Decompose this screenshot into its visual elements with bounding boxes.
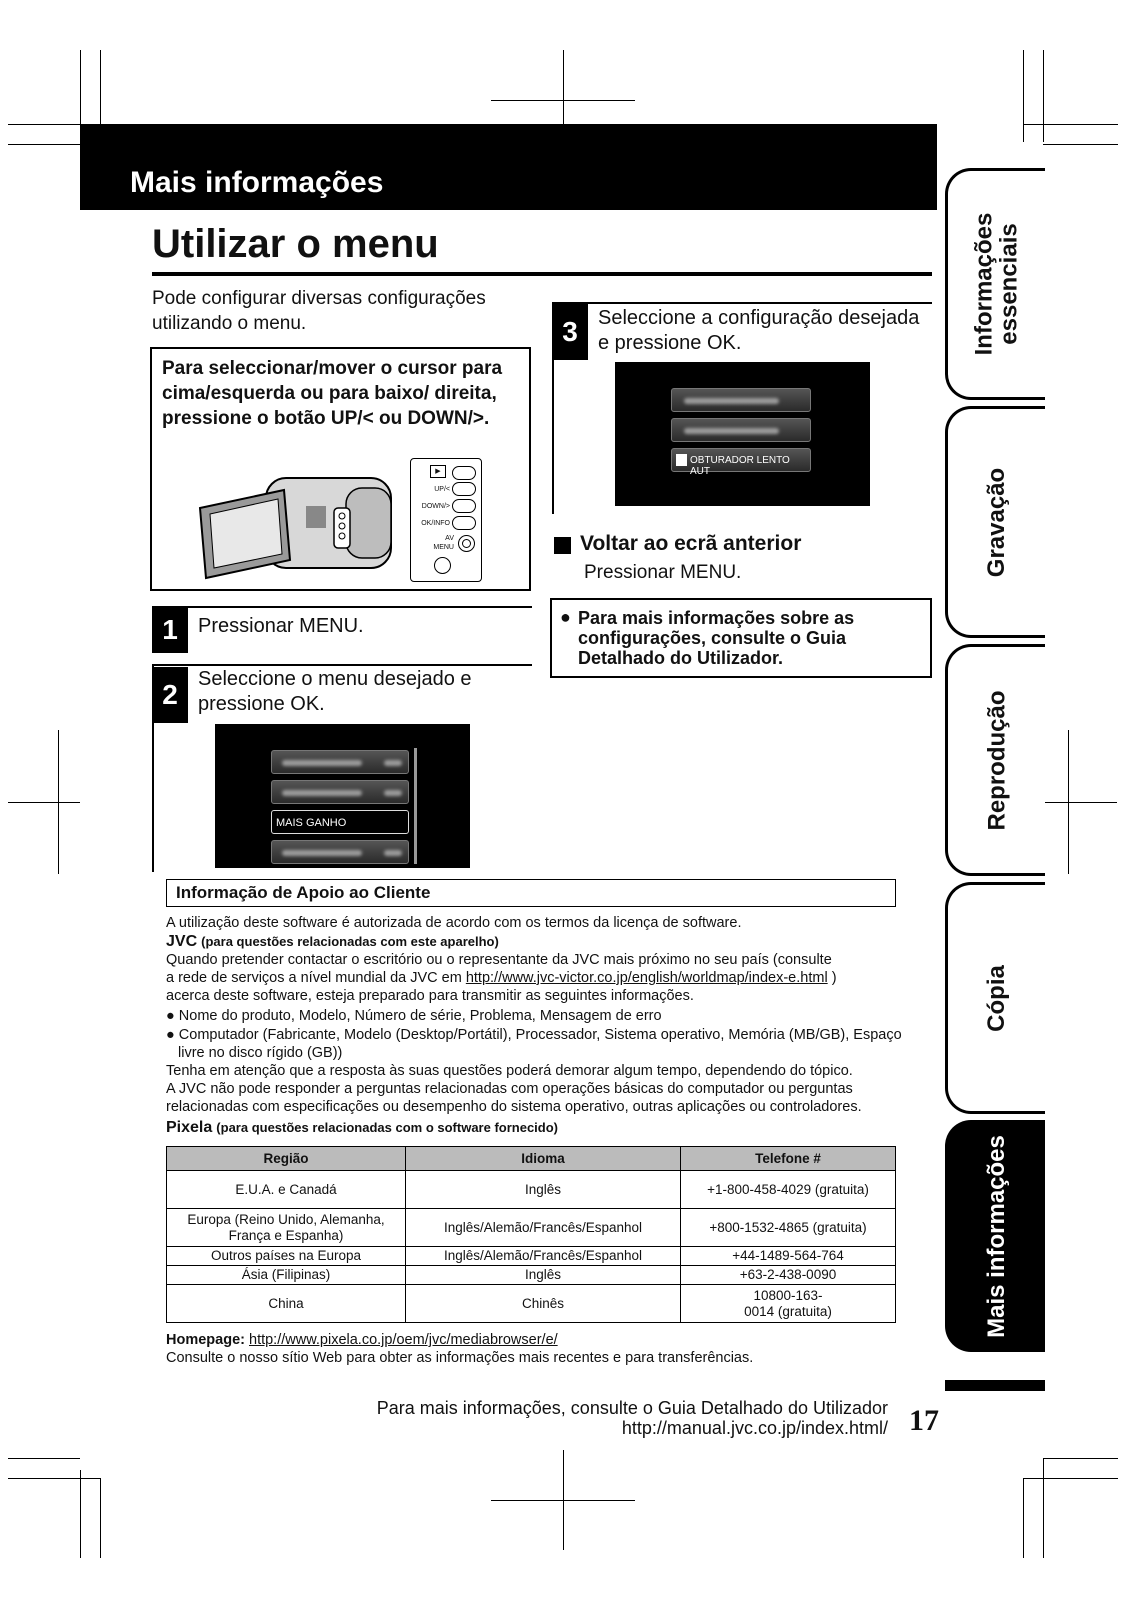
step-3-number: 3 [552,304,588,360]
menu-scrollbar[interactable] [414,748,417,864]
jvc-worldmap-link[interactable]: http://www.jvc-victor.co.jp/english/worldmap/index-e.html [465,970,828,986]
table-cell: Inglês/Alemão/Francês/Espanhol [406,1209,681,1247]
column-header: Telefone # [681,1147,896,1171]
pixela-subtitle: (para questões relacionadas com o software fornecido) [216,1120,558,1135]
jvc-paragraph-line3: acerca deste software, esteja preparado para transmitir as seguintes informações. [166,988,694,1004]
tab-label: Cópia [982,964,1010,1032]
step-2-side-line [152,666,154,872]
pixela-name: Pixela [166,1119,213,1136]
column-header: Região [167,1147,406,1171]
camcorder-icon [196,468,396,584]
tab-copia[interactable] [945,882,1045,1114]
menu-item[interactable] [671,418,811,442]
table-cell: Inglês [406,1171,681,1209]
tab-informacoes-essenciais[interactable] [945,168,1045,400]
ok-info-button[interactable] [452,516,476,530]
step-2-number: 2 [152,667,188,723]
up-button-label: UP/< [434,486,450,493]
camcorder-illustration [196,468,396,584]
footer-manual-link[interactable]: http://manual.jvc.co.jp/index.html/ [621,1418,888,1438]
support-note-2: A JVC não pode responder a perguntas relacionadas com operações básicas do computador ou perguntas relacionadas com especificações ou desempenho do sistema operativo, outras aplicações ou controladores. [166,1081,862,1115]
step-1-text: Pressionar MENU. [198,615,364,637]
support-header: Informação de Apoio ao Cliente [176,883,431,902]
jvc-text-end: ) [831,970,837,986]
jvc-text: a rede de serviços a nível mundial da JVC em [166,970,462,986]
table-cell: Ásia (Filipinas) [167,1266,406,1285]
tab-label: Reprodução [983,689,1011,831]
bullet-item: ● Nome do produto, Modelo, Número de série, Problema, Mensagem de erro [166,1008,662,1024]
table-row [167,1285,896,1323]
table-cell: E.U.A. e Canadá [167,1171,406,1209]
ok-info-button-label: OK/INFO [421,520,450,527]
table-cell: +1-800-458-4029 (gratuita) [681,1171,896,1209]
table-cell: 10800-163-0014 (gratuita) [681,1285,896,1323]
jvc-paragraph-line2 [166,970,906,988]
info-note-text: Para mais informações sobre as configurações, consulte o Guia Detalhado do Utilizador. [578,608,855,668]
table-cell: Inglês [406,1266,681,1285]
tab-indicator-bar [945,1380,1045,1391]
up-button[interactable] [452,482,476,496]
menu-item[interactable] [271,840,409,864]
tab-gravacao[interactable] [945,406,1045,638]
step-1-number: 1 [152,607,188,653]
step-2-divider [152,664,532,666]
table-cell: Europa (Reino Unido, Alemanha, França e Espanha) [167,1209,406,1247]
menu-item[interactable] [271,780,409,804]
homepage-label: Homepage: [166,1332,245,1348]
table-cell: China [167,1285,406,1323]
column-header: Idioma [406,1147,681,1171]
support-note-1: Tenha em atenção que a resposta às suas questões poderá demorar algum tempo, dependendo do tópico. [166,1063,853,1079]
footer-guide-text: Para mais informações, consulte o Guia Detalhado do Utilizador [376,1398,888,1418]
tab-label: Mais informações [983,1134,1011,1338]
menu-item-selected[interactable] [671,448,811,477]
step-1-divider [152,606,532,608]
menu-item[interactable] [271,750,409,774]
jvc-heading [166,933,906,952]
table-cell: Chinês [406,1285,681,1323]
table-row [167,1209,896,1247]
step-3-divider [552,302,932,304]
contact-table [166,1146,896,1323]
jvc-subtitle: (para questões relacionadas com este aparelho) [201,934,499,949]
tab-label: Gravação [983,467,1010,577]
bullet-icon: ● [560,607,571,627]
menu-button-ring [462,539,471,548]
table-cell: +63-2-438-0090 [681,1266,896,1285]
menu-item-label: MAIS GANHO [276,817,347,829]
table-cell: Outros países na Europa [167,1247,406,1266]
playback-icon: ▶ [430,465,446,478]
auto-shutter-icon [676,454,687,466]
license-text: A utilização deste software é autorizada de acordo com os termos da licença de software. [166,915,742,931]
playback-button[interactable] [452,466,476,480]
down-button-label: DOWN/> [421,503,450,510]
table-cell: +44-1489-564-764 [681,1247,896,1266]
table-row [167,1171,896,1209]
tab-reproducao[interactable] [945,644,1045,876]
section-title: Mais informações [130,166,384,199]
bullet-item: ● Computador (Fabricante, Modelo (Desktop/Portátil), Processador, Sistema operativo, Memória (MB/GB), Espaço livre no disco rígido (GB)) [166,1027,902,1061]
step-3-side-line [552,304,554,514]
voltar-title: Voltar ao ecrã anterior [580,532,802,555]
menu-item[interactable] [671,388,811,412]
cursor-instructions-text: Para seleccionar/mover o cursor para cima/esquerda ou para baixo/ direita, pressione o botão UP/< ou DOWN/>. [162,358,503,429]
homepage-note: Consulte o nosso sítio Web para obter as informações mais recentes e para transferências. [166,1350,754,1366]
down-button[interactable] [452,499,476,513]
voltar-text: Pressionar MENU. [584,562,742,583]
pixela-homepage-link[interactable]: http://www.pixela.co.jp/oem/jvc/mediabrowser/e/ [249,1332,558,1348]
bullet-item-text: Nome do produto, Modelo, Número de série, Problema, Mensagem de erro [178,1008,662,1024]
tab-label: Informações essenciais [970,212,1023,356]
power-button[interactable] [434,557,451,574]
menu-button-label: MENU [433,544,454,551]
pixela-heading [166,1119,906,1138]
table-row [167,1247,896,1266]
bullet-item-text: Computador (Fabricante, Modelo (Desktop/Portátil), Processador, Sistema operativo, Memória (MB/GB), Espaço livre no disco rígido (GB)) [178,1027,902,1061]
step-3-menu-screen [615,362,870,506]
step-2-menu-screen [215,724,470,868]
table-cell: +800-1532-4865 (gratuita) [681,1209,896,1247]
homepage-line [166,1332,906,1350]
section-marker-icon [554,537,571,554]
step-2-text: Seleccione o menu desejado e pressione OK. [198,668,472,715]
jvc-paragraph-line1: Quando pretender contactar o escritório ou o representante da JVC mais próximo no seu país (consulte [166,952,832,968]
menu-item-selected[interactable] [271,810,409,834]
av-button-label: AV [445,535,454,542]
menu-item-label: OBTURADOR LENTO AUT [690,455,790,477]
title-divider [152,272,932,276]
table-cell: Inglês/Alemão/Francês/Espanhol [406,1247,681,1266]
page-number: 17 [909,1404,939,1437]
table-header-row [167,1147,896,1171]
jvc-name: JVC [166,933,198,950]
step-3-text: Seleccione a configuração desejada e pressione OK. [598,307,920,354]
table-row [167,1266,896,1285]
page-title: Utilizar o menu [152,222,439,266]
tab-mais-informacoes[interactable] [945,1120,1045,1352]
intro-text: Pode configurar diversas configurações utilizando o menu. [152,288,486,334]
